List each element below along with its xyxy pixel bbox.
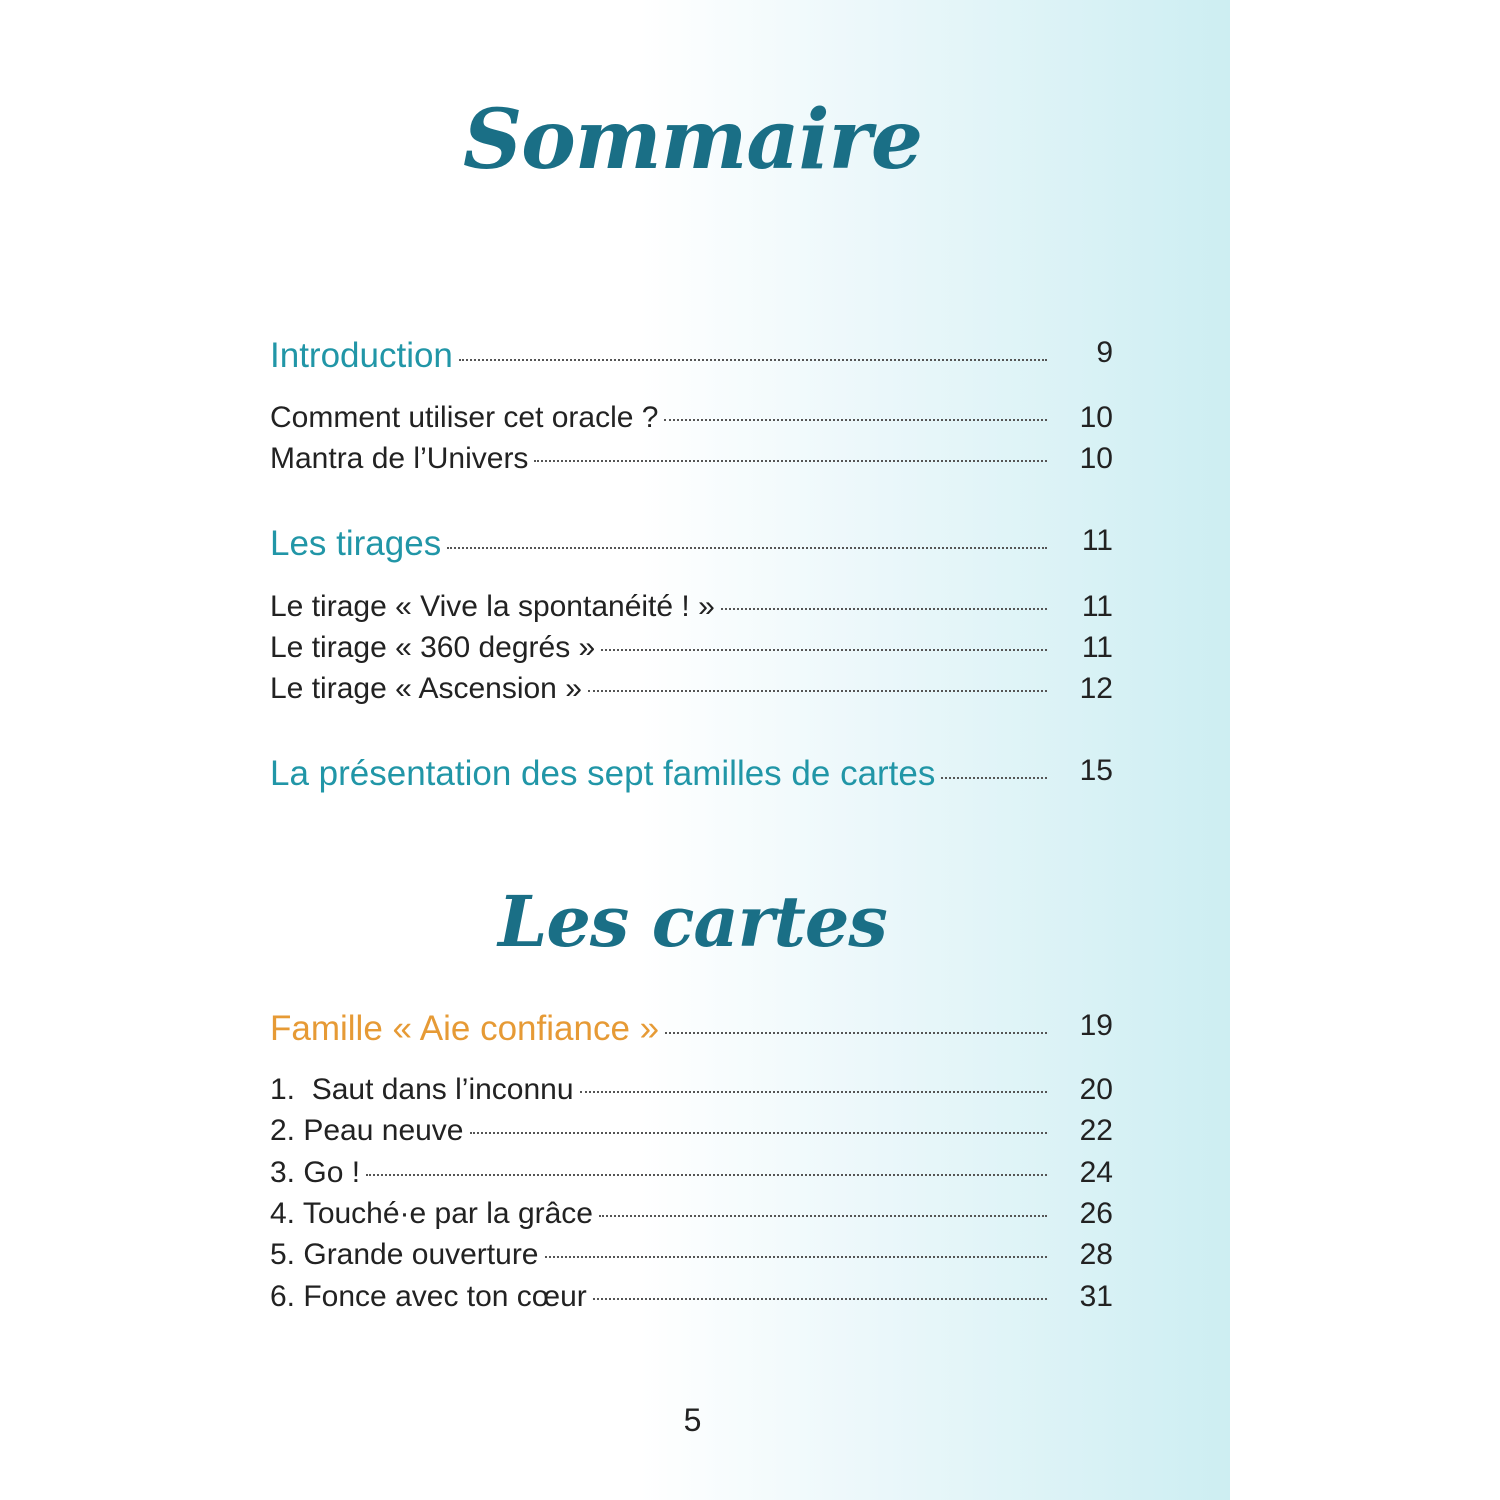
toc-leader	[941, 777, 1047, 779]
toc-label: Mantra de l’Univers	[270, 442, 529, 475]
toc-section-introduction[interactable]	[270, 336, 1113, 376]
toc-page-number: 28	[1079, 1238, 1113, 1271]
toc-card-entry[interactable]	[270, 1073, 1113, 1107]
toc-label: 6. Fonce avec ton cœur	[270, 1280, 587, 1313]
toc-leader	[599, 1215, 1047, 1217]
toc-label: 1. Saut dans l’inconnu	[270, 1073, 574, 1106]
toc-leader	[534, 460, 1047, 462]
toc-page-number: 20	[1079, 1073, 1113, 1106]
toc-leader	[545, 1256, 1048, 1258]
toc-card-entry[interactable]	[270, 1114, 1113, 1148]
toc-page-number: 9	[1096, 336, 1113, 369]
toc-page-number: 11	[1081, 631, 1113, 664]
toc-entry[interactable]	[270, 590, 1113, 624]
toc-leader	[665, 1032, 1047, 1034]
toc-card-entry[interactable]	[270, 1238, 1113, 1272]
toc-label: La présentation des sept familles de cartes	[270, 754, 936, 793]
toc-leader	[664, 419, 1047, 421]
toc-leader	[601, 649, 1047, 651]
toc-leader	[721, 608, 1047, 610]
toc-page-number: 26	[1079, 1197, 1113, 1230]
toc-page-number: 15	[1079, 754, 1113, 787]
toc-page-number: 12	[1079, 672, 1113, 705]
toc-label: 4. Touché·e par la grâce	[270, 1197, 593, 1230]
toc-leader	[459, 359, 1047, 361]
toc-label: Le tirage « Vive la spontanéité ! »	[270, 590, 715, 623]
page-number: 5	[683, 1402, 702, 1438]
toc-page-number: 10	[1079, 442, 1113, 475]
toc-card-entry[interactable]	[270, 1280, 1113, 1314]
toc-label: 5. Grande ouverture	[270, 1238, 539, 1271]
toc-page-number: 11	[1081, 590, 1113, 623]
toc-label: Les tirages	[270, 524, 442, 563]
toc-label: 3. Go !	[270, 1156, 361, 1189]
toc-leader	[593, 1298, 1047, 1300]
toc-entry[interactable]	[270, 442, 1113, 476]
toc-entry[interactable]	[270, 401, 1113, 435]
toc-section-presentation[interactable]	[270, 754, 1113, 794]
toc-label: Introduction	[270, 336, 453, 375]
toc-leader	[588, 690, 1047, 692]
toc-entry[interactable]	[270, 631, 1113, 665]
toc-family-aie-confiance[interactable]	[270, 1009, 1113, 1049]
toc-leader	[366, 1174, 1047, 1176]
toc-section-tirages[interactable]	[270, 524, 1113, 564]
toc-page-number: 19	[1079, 1009, 1113, 1042]
toc-label: Le tirage « Ascension »	[270, 672, 582, 705]
toc-page-number: 24	[1079, 1156, 1113, 1189]
toc-entry[interactable]	[270, 672, 1113, 706]
toc-leader	[447, 547, 1047, 549]
toc-label: 2. Peau neuve	[270, 1114, 464, 1147]
toc-label: Le tirage « 360 degrés »	[270, 631, 596, 664]
cards-title: Les cartes	[498, 880, 887, 963]
toc-card-entry[interactable]	[270, 1197, 1113, 1231]
toc-page-number: 10	[1079, 401, 1113, 434]
toc-label: Famille « Aie confiance »	[270, 1009, 660, 1048]
toc-label: Comment utiliser cet oracle ?	[270, 401, 659, 434]
toc-page-number: 31	[1079, 1280, 1113, 1313]
toc-leader	[580, 1091, 1047, 1093]
toc-card-entry[interactable]	[270, 1156, 1113, 1190]
toc-page-number: 22	[1079, 1114, 1113, 1147]
toc-leader	[470, 1132, 1048, 1134]
toc-page-number: 11	[1081, 524, 1113, 557]
page-title: Sommaire	[462, 92, 923, 188]
